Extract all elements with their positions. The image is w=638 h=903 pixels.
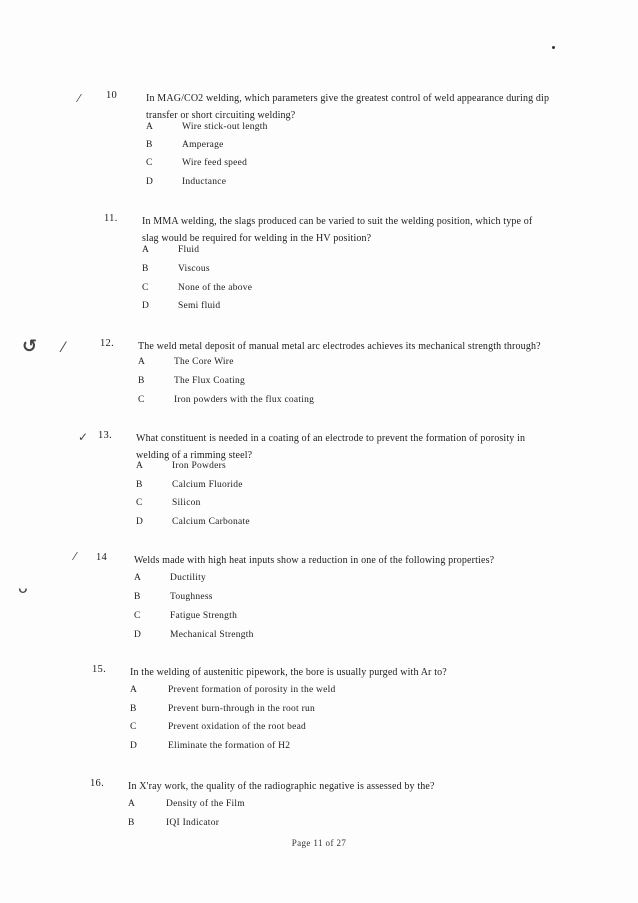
option-a [142,245,442,264]
option-text: The Core Wire [174,357,234,367]
page-number-footer: Page 11 of 27 [291,838,347,848]
option-letter: B [146,140,153,150]
option-a [130,685,450,704]
option-c [146,158,446,177]
option-d [130,741,450,760]
option-letter: A [138,357,146,367]
handwritten-tick-mark: ⁄ [78,92,80,105]
option-c [130,722,450,741]
option-a [138,357,438,376]
option-letter: C [138,395,145,405]
option-d [146,177,446,196]
option-letter: D [134,630,142,640]
option-text: Fluid [178,245,200,255]
question-number: 15. [92,664,107,675]
option-letter: D [146,177,154,187]
option-letter: B [138,376,145,386]
option-text: Iron Powders [172,461,226,471]
hole-punch-mark: ↺ [22,336,38,357]
option-text: Prevent oxidation of the root bead [168,722,307,732]
option-letter: B [128,818,135,828]
option-letter: A [142,245,150,255]
question-text: Welds made with high heat inputs show a reduction in one of the following properties? [134,555,495,566]
handwritten-tick-mark: ⁄ [62,340,65,356]
option-text: Density of the Film [166,799,245,809]
question-number: 11. [104,213,118,224]
option-letter: C [146,158,153,168]
option-letter: B [134,592,141,602]
question-text: In MMA welding, the slags produced can be varied to suit the welding position, which type of slag would be required for welding in the HV position? [142,216,533,244]
option-letter: A [128,799,136,809]
option-letter: C [136,498,143,508]
option-text: Wire stick-out length [182,122,268,132]
option-b [146,140,446,159]
option-text: Toughness [170,592,213,602]
option-letter: C [134,611,141,621]
option-text: Amperage [182,140,224,150]
question-number: 13. [98,430,113,441]
option-text: None of the above [178,283,253,293]
option-text: Calcium Fluoride [172,480,243,490]
question-text: In X'ray work, the quality of the radiographic negative is assessed by the? [128,781,435,792]
question-number: 16. [90,778,105,789]
option-text: Semi fluid [178,301,221,311]
question-text: In the welding of austenitic pipework, the bore is usually purged with Ar to? [130,667,447,678]
option-b [134,592,434,611]
option-text: Viscous [178,264,210,274]
option-letter: A [130,685,138,695]
option-text: Fatigue Strength [170,611,238,621]
option-b [142,264,442,283]
option-d [134,630,434,649]
hole-punch-mark: ᴗ [18,578,28,597]
option-text: Prevent burn-through in the root run [168,704,315,714]
option-a [134,573,434,592]
question-text: In MAG/CO2 welding, which parameters give the greatest control of weld appearance during dip transfer or short circuiting welding? [146,93,550,121]
option-text: Inductance [182,177,227,187]
option-text: IQI Indicator [166,818,220,828]
option-text: Eliminate the formation of H2 [168,741,291,751]
option-text: The Flux Coating [174,376,246,386]
option-d [142,301,442,320]
question-text: What constituent is needed in a coating of an electrode to prevent the formation of porosity in welding of a rimming steel? [136,433,526,461]
option-letter: C [142,283,149,293]
option-text: Silicon [172,498,201,508]
option-b [130,704,450,723]
option-text: Prevent formation of porosity in the weld [168,685,336,695]
option-a [128,799,428,818]
option-a [146,122,446,141]
question-number: 12. [100,338,115,349]
option-letter: B [130,704,137,714]
question-number: 10 [106,90,118,101]
option-letter: D [136,517,144,527]
option-c [142,283,442,302]
option-letter: A [134,573,142,583]
handwritten-tick-mark: ⁄ [74,550,76,563]
handwritten-tick-mark: ✓ [78,430,89,444]
option-letter: C [130,722,137,732]
option-text: Wire feed speed [182,158,248,168]
option-text: Ductility [170,573,207,583]
option-b [128,818,428,837]
option-letter: B [136,480,143,490]
option-c [134,611,434,630]
option-b [136,480,436,499]
option-c [138,395,438,414]
question-text: The weld metal deposit of manual metal arc electrodes achieves its mechanical strength through? [138,341,541,352]
option-b [138,376,438,395]
option-a [136,461,436,480]
scan-speck [552,46,555,49]
option-letter: A [136,461,144,471]
option-text: Iron powders with the flux coating [174,395,315,405]
option-letter: D [142,301,150,311]
option-text: Mechanical Strength [170,630,254,640]
option-d [136,517,436,536]
question-number: 14 [96,552,108,563]
option-letter: B [142,264,149,274]
option-letter: A [146,122,154,132]
option-c [136,498,436,517]
option-letter: D [130,741,138,751]
option-text: Calcium Carbonate [172,517,250,527]
